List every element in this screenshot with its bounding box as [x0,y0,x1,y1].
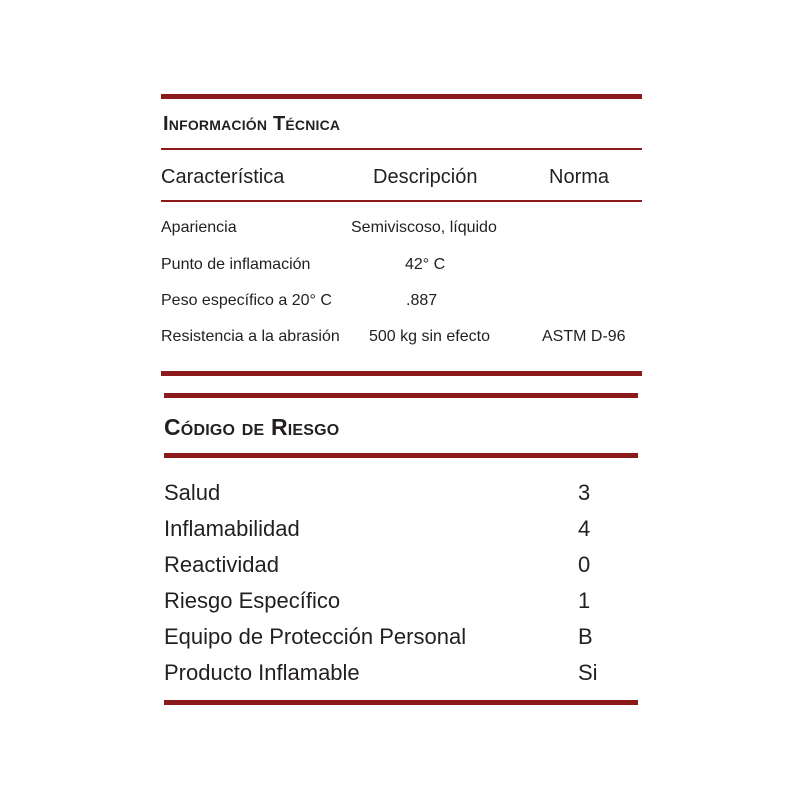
column-header-description: Descripción [373,166,478,188]
column-header-standard: Norma [549,166,610,188]
risk-value: B [578,624,593,649]
row-description: Semiviscoso, líquido [351,219,497,236]
tech-top-rule [161,94,642,99]
risk-value: 0 [578,552,591,577]
row-description: 42° C [405,256,446,273]
tech-info-title: Información Técnica [163,113,341,135]
row-standard: ASTM D-96 [542,328,626,345]
row-feature: Resistencia a la abrasión [161,328,340,345]
row-description: .887 [406,292,438,309]
risk-value: 4 [578,516,591,541]
row-description: 500 kg sin efecto [369,328,490,345]
risk-label: Riesgo Específico [164,588,341,613]
tech-bottom-rule [161,371,642,376]
column-header-feature: Característica [161,166,285,188]
tech-title-rule [161,148,642,150]
risk-title-rule [164,453,638,458]
tech-header-rule [161,200,642,202]
risk-value: Si [578,660,598,685]
risk-top-rule [164,393,638,398]
risk-label: Reactividad [164,552,279,577]
risk-bottom-rule [164,700,638,705]
risk-label: Producto Inflamable [164,660,360,685]
risk-value: 3 [578,480,591,505]
risk-label: Inflamabilidad [164,516,300,541]
risk-label: Equipo de Protección Personal [164,624,467,649]
risk-value: 1 [578,588,591,613]
row-feature: Punto de inflamación [161,256,311,273]
row-feature: Peso específico a 20° C [161,292,332,309]
risk-code-title: Código de Riesgo [164,414,340,440]
row-feature: Apariencia [161,219,237,236]
risk-label: Salud [164,480,221,505]
